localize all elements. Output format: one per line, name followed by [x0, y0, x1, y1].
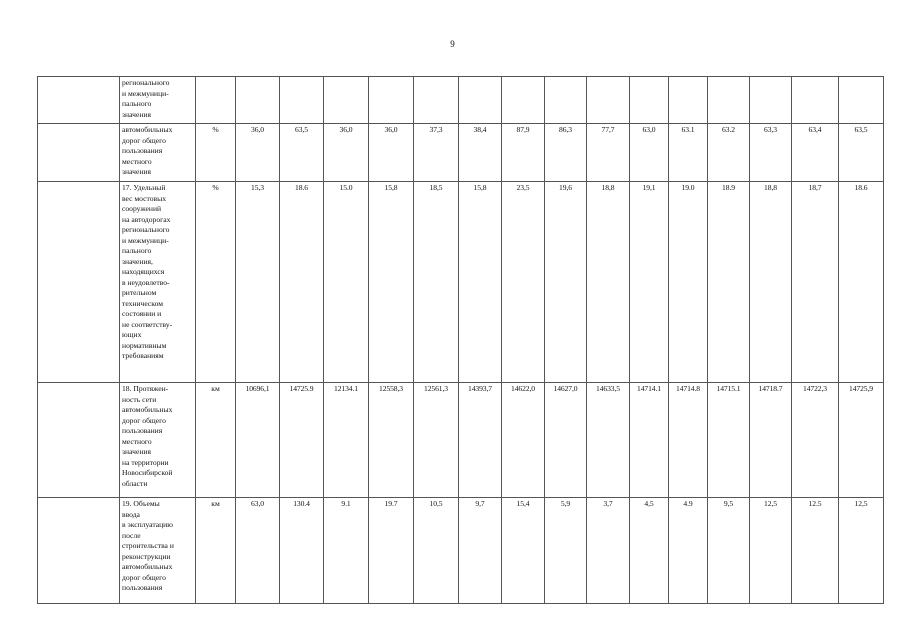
unit-cell: км [196, 498, 236, 604]
value-cell: 9,5 [708, 498, 750, 604]
table-row [38, 77, 884, 124]
value-cell: 18,8 [750, 182, 792, 383]
value-cell: 15.0 [324, 182, 369, 383]
value-cell: 36,0 [369, 124, 414, 182]
unit-cell [196, 77, 236, 124]
value-cell: 18,8 [587, 182, 630, 383]
value-cell: 15,4 [502, 498, 545, 604]
value-cell: 77,7 [587, 124, 630, 182]
value-cell: 18,7 [792, 182, 839, 383]
value-cell: 14725,9 [839, 383, 884, 498]
value-cell: 19.7 [369, 498, 414, 604]
value-cell: 19,1 [630, 182, 669, 383]
value-cell: 87,9 [502, 124, 545, 182]
value-cell [630, 77, 669, 124]
indicators-table [37, 76, 884, 604]
value-cell: 63,5 [280, 124, 324, 182]
indicator-name-cell: регионального и межмуници- пального значения [120, 77, 196, 124]
value-cell [369, 77, 414, 124]
value-cell: 18.6 [280, 182, 324, 383]
value-cell: 10,5 [414, 498, 459, 604]
value-cell: 63.1 [669, 124, 708, 182]
value-cell: 12558,3 [369, 383, 414, 498]
value-cell [280, 77, 324, 124]
value-cell: 63.2 [708, 124, 750, 182]
value-cell: 15,8 [459, 182, 502, 383]
value-cell: 19.0 [669, 182, 708, 383]
indicator-name-cell: автомобильных дорог общего пользования местного значения [120, 124, 196, 182]
value-cell [545, 77, 587, 124]
value-cell: 12561,3 [414, 383, 459, 498]
value-cell: 19,6 [545, 182, 587, 383]
value-cell: 15,8 [369, 182, 414, 383]
value-cell: 38,4 [459, 124, 502, 182]
table-row [38, 182, 884, 383]
value-cell: 12.5 [792, 498, 839, 604]
value-cell: 18,5 [414, 182, 459, 383]
value-cell: 63,4 [792, 124, 839, 182]
value-cell: 10696,1 [236, 383, 280, 498]
value-cell: 63,5 [839, 124, 884, 182]
value-cell: 14722,3 [792, 383, 839, 498]
value-cell: 14622,0 [502, 383, 545, 498]
value-cell: 3,7 [587, 498, 630, 604]
unit-cell: % [196, 182, 236, 383]
value-cell: 14714.1 [630, 383, 669, 498]
unit-cell: % [196, 124, 236, 182]
value-cell: 14725.9 [280, 383, 324, 498]
value-cell [587, 77, 630, 124]
indicator-name-cell: 18. Протяжен- ность сети автомобильных дорог общего пользования местного значения на территории Новосибирской области [120, 383, 196, 498]
value-cell [502, 77, 545, 124]
value-cell: 14715.1 [708, 383, 750, 498]
value-cell [708, 77, 750, 124]
value-cell: 9.1 [324, 498, 369, 604]
value-cell: 12,5 [750, 498, 792, 604]
value-cell: 18.6 [839, 182, 884, 383]
value-cell: 15,3 [236, 182, 280, 383]
value-cell [839, 77, 884, 124]
value-cell: 5,9 [545, 498, 587, 604]
value-cell: 4,5 [630, 498, 669, 604]
value-cell: 9,7 [459, 498, 502, 604]
value-cell: 86,3 [545, 124, 587, 182]
value-cell: 18.9 [708, 182, 750, 383]
value-cell: 63,0 [630, 124, 669, 182]
table-row [38, 498, 884, 604]
value-cell: 14633,5 [587, 383, 630, 498]
value-cell [669, 77, 708, 124]
blank-cell [38, 383, 120, 498]
page-number: 9 [450, 39, 455, 49]
blank-cell [38, 77, 120, 124]
indicator-name-cell: 19. Объемы ввода в эксплуатацию после строительства и реконструкции автомобильных дорог общего пользования [120, 498, 196, 604]
value-cell: 12134.1 [324, 383, 369, 498]
blank-cell [38, 498, 120, 604]
blank-cell [38, 124, 120, 182]
value-cell [459, 77, 502, 124]
value-cell: 36,0 [324, 124, 369, 182]
value-cell: 23,5 [502, 182, 545, 383]
value-cell: 130.4 [280, 498, 324, 604]
value-cell: 63,3 [750, 124, 792, 182]
value-cell: 36,0 [236, 124, 280, 182]
table-row [38, 383, 884, 498]
unit-cell: км [196, 383, 236, 498]
value-cell: 63,0 [236, 498, 280, 604]
table-row [38, 124, 884, 182]
value-cell: 12,5 [839, 498, 884, 604]
value-cell: 14714.8 [669, 383, 708, 498]
value-cell: 14627,0 [545, 383, 587, 498]
value-cell [792, 77, 839, 124]
indicator-name-cell: 17. Удельный вес мостовых сооружений на автодорогах регионального и межмуници- пального значения, находящихся в неудовлетво- рительном техническом состоянии и не соответству- ющих нормативным требованиям [120, 182, 196, 383]
value-cell: 37,3 [414, 124, 459, 182]
value-cell: 14718.7 [750, 383, 792, 498]
value-cell: 14393,7 [459, 383, 502, 498]
value-cell [414, 77, 459, 124]
value-cell [236, 77, 280, 124]
value-cell: 4.9 [669, 498, 708, 604]
blank-cell [38, 182, 120, 383]
value-cell [324, 77, 369, 124]
value-cell [750, 77, 792, 124]
